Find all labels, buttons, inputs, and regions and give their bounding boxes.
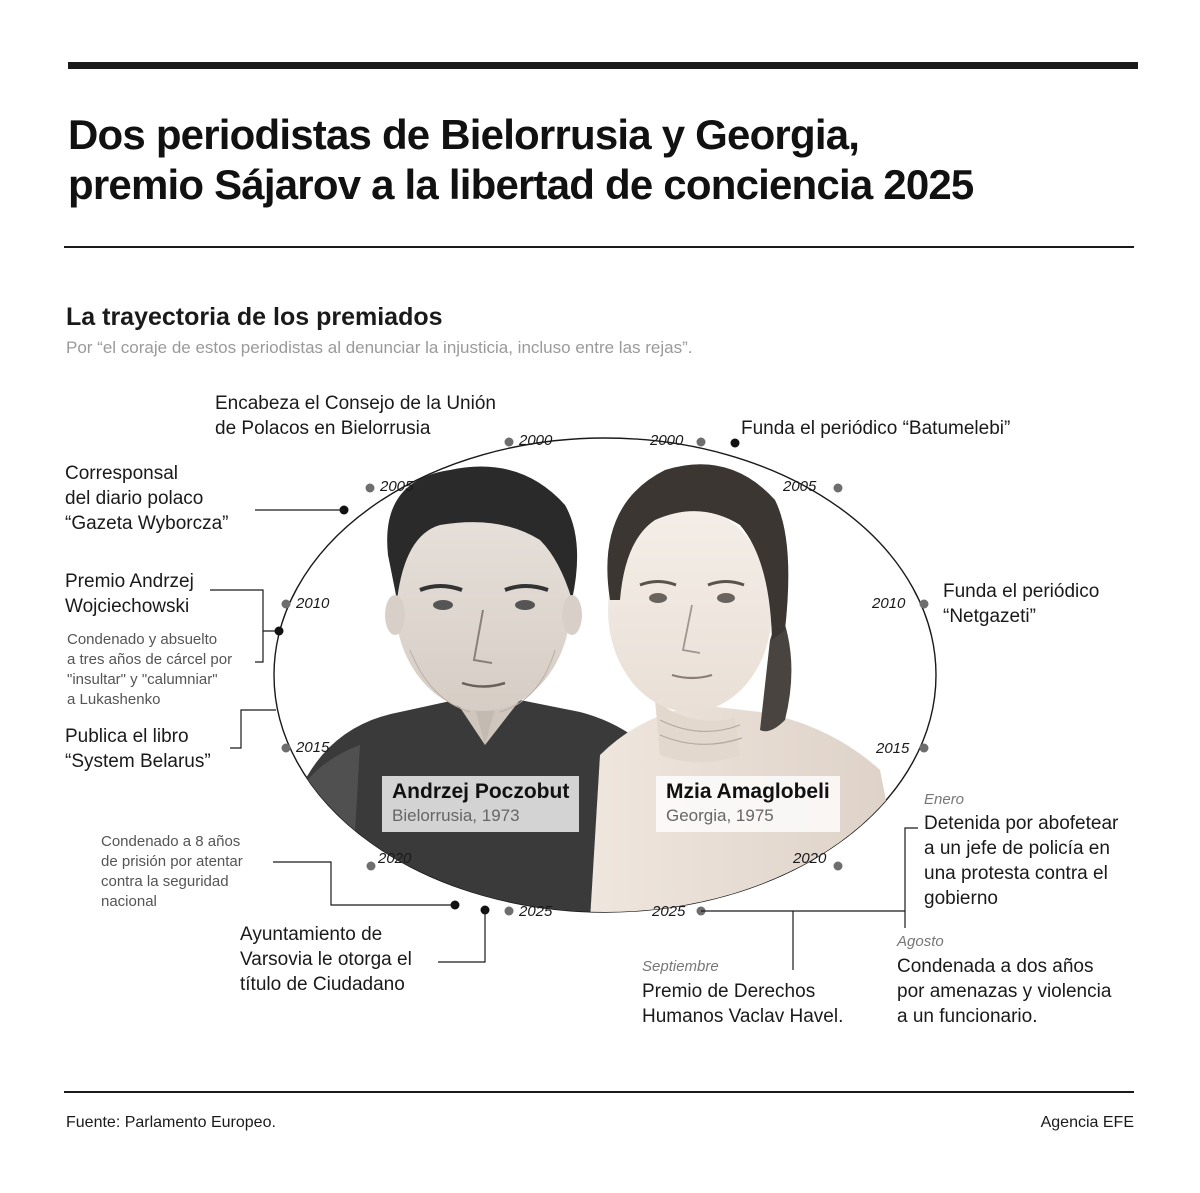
event-condenado-absuelto-line-3: "insultar" y "calumniar" xyxy=(67,671,218,688)
event-condenada-line-2: por amenazas y violencia xyxy=(897,981,1112,1002)
event-detenida-line-3: una protesta contra el xyxy=(924,863,1108,884)
year-dot-left-2005 xyxy=(366,484,375,493)
name-box-andrzej xyxy=(382,776,579,832)
month-septiembre: Septiembre xyxy=(642,958,719,975)
event-condenado-absuelto-line-2: a tres años de cárcel por xyxy=(67,651,233,668)
year-label-right-2000: 2000 xyxy=(650,432,684,449)
month-enero: Enero xyxy=(924,791,965,808)
name-box-mzia xyxy=(656,776,840,832)
event-condenada xyxy=(897,954,1111,1029)
event-havel-line-2: Humanos Vaclav Havel. xyxy=(642,1006,844,1027)
event-corresponsal xyxy=(65,461,229,536)
year-dot-right-2015 xyxy=(920,744,929,753)
person-name-andrzej: Andrzej Poczobut xyxy=(392,780,570,803)
footer-credit: Agencia EFE xyxy=(1040,1114,1134,1131)
event-detenida-line-2: a un jefe de policía en xyxy=(924,838,1110,859)
footer-source: Fuente: Parlamento Europeo. xyxy=(66,1114,276,1131)
event-condenada-line-1: Condenada a dos años xyxy=(897,956,1094,977)
event-condenado-8-line-1: Condenado a 8 años xyxy=(101,833,241,850)
event-corresponsal-line-2: del diario polaco xyxy=(65,488,204,509)
event-condenado-absuelto xyxy=(67,630,232,710)
event-netgazeti-line-1: Funda el periódico xyxy=(943,581,1100,602)
event-consejo xyxy=(215,391,496,441)
event-condenado-8-line-3: contra la seguridad xyxy=(101,873,229,890)
year-dot-right-2010 xyxy=(920,600,929,609)
title-line-1: Dos periodistas de Bielorrusia y Georgia, xyxy=(68,111,860,158)
event-libro xyxy=(65,724,211,774)
year-label-left-2025: 2025 xyxy=(519,903,553,920)
event-libro-line-1: Publica el libro xyxy=(65,726,189,747)
footer-divider xyxy=(64,1091,1134,1093)
event-consejo-line-2: de Polacos en Bielorrusia xyxy=(215,418,431,439)
year-label-left-2005: 2005 xyxy=(380,478,414,495)
month-agosto: Agosto xyxy=(897,933,944,950)
event-premio-line-1: Premio Andrzej xyxy=(65,571,194,592)
year-label-right-2015: 2015 xyxy=(876,740,910,757)
event-detenida-line-4: gobierno xyxy=(924,888,998,909)
event-detenida xyxy=(924,811,1118,911)
event-dot-batumelebi xyxy=(731,439,740,448)
event-libro-line-2: “System Belarus” xyxy=(65,751,211,772)
year-label-left-2010: 2010 xyxy=(296,595,330,612)
event-detenida-line-1: Detenida por abofetear xyxy=(924,813,1119,834)
event-premio xyxy=(65,569,194,619)
event-condenado-8-line-2: de prisión por atentar xyxy=(101,853,243,870)
event-condenada-line-3: a un funcionario. xyxy=(897,1006,1038,1027)
event-ayuntamiento-line-1: Ayuntamiento de xyxy=(240,924,383,945)
person-origin-mzia: Georgia, 1975 xyxy=(666,806,774,825)
year-label-left-2000: 2000 xyxy=(519,432,553,449)
event-havel xyxy=(642,979,843,1029)
year-dot-right-2000 xyxy=(697,438,706,447)
year-label-right-2020: 2020 xyxy=(793,850,827,867)
year-label-right-2025: 2025 xyxy=(652,903,686,920)
event-netgazeti-line-2: “Netgazeti” xyxy=(943,606,1036,627)
event-netgazeti xyxy=(943,579,1099,629)
year-dot-right-2005 xyxy=(834,484,843,493)
year-dot-right-2020 xyxy=(834,862,843,871)
event-condenado-8 xyxy=(101,832,243,912)
event-consejo-line-1: Encabeza el Consejo de la Unión xyxy=(215,393,496,414)
section-subtitle: La trayectoria de los premiados xyxy=(66,303,443,331)
person-name-mzia: Mzia Amaglobeli xyxy=(666,780,830,803)
person-origin-andrzej: Bielorrusia, 1973 xyxy=(392,806,520,825)
year-dot-left-2015 xyxy=(282,744,291,753)
event-havel-line-1: Premio de Derechos xyxy=(642,981,816,1002)
title-line-2: premio Sájarov a la libertad de conciencia 2025 xyxy=(68,161,974,208)
year-label-left-2015: 2015 xyxy=(296,739,330,756)
event-ayuntamiento xyxy=(240,922,412,997)
event-premio-line-2: Wojciechowski xyxy=(65,596,190,617)
event-condenado-absuelto-line-4: a Lukashenko xyxy=(67,691,161,708)
year-label-left-2020: 2020 xyxy=(378,850,412,867)
year-dot-left-2025 xyxy=(505,907,514,916)
event-corresponsal-line-1: Corresponsal xyxy=(65,463,178,484)
event-corresponsal-line-3: “Gazeta Wyborcza” xyxy=(65,513,229,534)
portrait-mzia-amaglobeli xyxy=(590,464,910,920)
year-dot-left-2020 xyxy=(367,862,376,871)
section-dek: Por “el coraje de estos periodistas al denunciar la injusticia, incluso entre las rejas”. xyxy=(66,338,693,357)
event-batumelebi: Funda el periódico “Batumelebi” xyxy=(741,418,1011,439)
year-dot-left-2000 xyxy=(505,438,514,447)
event-condenado-absuelto-line-1: Condenado y absuelto xyxy=(67,631,218,648)
year-label-right-2005: 2005 xyxy=(783,478,817,495)
event-ayuntamiento-line-3: título de Ciudadano xyxy=(240,974,405,995)
event-ayuntamiento-line-2: Varsovia le otorga el xyxy=(240,949,412,970)
year-label-right-2010: 2010 xyxy=(872,595,906,612)
year-dot-left-2010 xyxy=(282,600,291,609)
event-condenado-8-line-4: nacional xyxy=(101,893,157,910)
